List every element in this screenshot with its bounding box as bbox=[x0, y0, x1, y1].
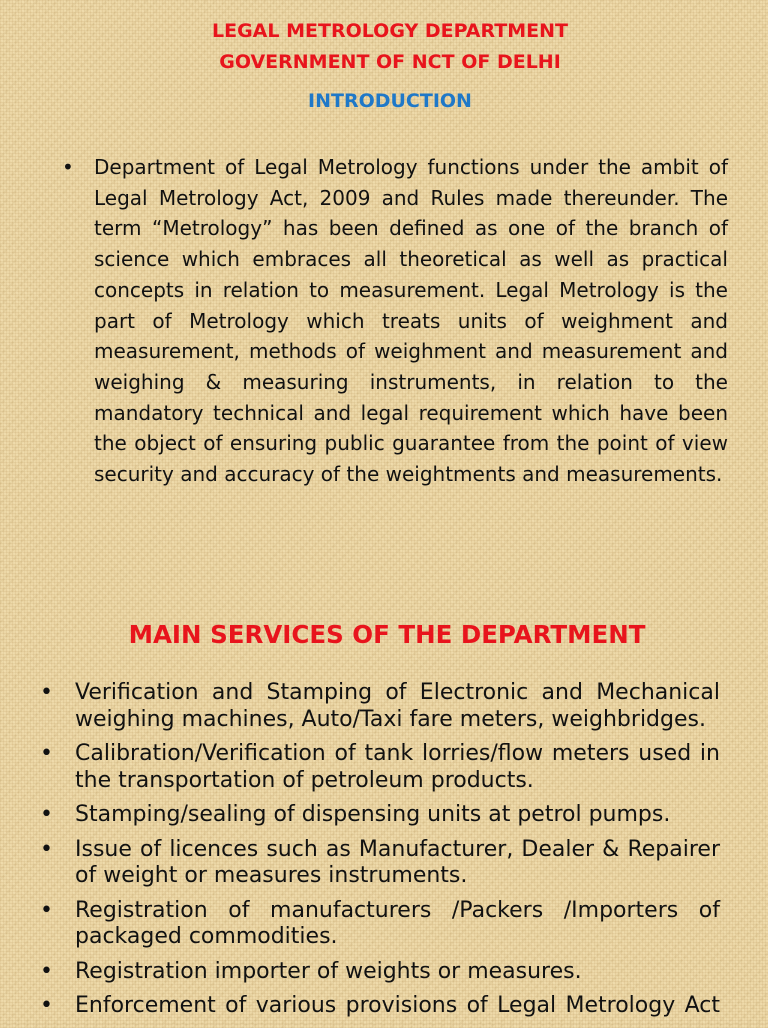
bullet-icon: • bbox=[62, 155, 74, 179]
service-text: Registration of manufacturers /Packers /Importers of packaged commodities. bbox=[75, 897, 720, 949]
government-title: GOVERNMENT OF NCT OF DELHI bbox=[219, 51, 561, 73]
bullet-icon: • bbox=[40, 958, 53, 984]
bullet-icon: • bbox=[40, 741, 53, 766]
list-item bbox=[40, 680, 720, 733]
list-item bbox=[40, 959, 720, 986]
service-text: Enforcement of various provisions of Legal Metrology Act bbox=[75, 993, 720, 1018]
list-item bbox=[40, 802, 720, 829]
introduction-heading: INTRODUCTION bbox=[308, 90, 472, 112]
bullet-icon: • bbox=[40, 802, 53, 827]
service-text: Verification and Stamping of Electronic and Mechanical weighing machines, Auto/Taxi fare meters, weighbridges. bbox=[75, 680, 720, 732]
services-heading: MAIN SERVICES OF THE DEPARTMENT bbox=[128, 620, 646, 649]
bullet-icon: • bbox=[40, 993, 53, 1018]
bullet-icon: • bbox=[40, 680, 53, 705]
list-item bbox=[40, 741, 720, 794]
service-text: Registration importer of weights or measures. bbox=[75, 958, 582, 984]
list-item bbox=[40, 993, 720, 1020]
introduction-paragraph: Department of Legal Metrology functions under the ambit of Legal Metrology Act, 2009 and Rules made thereunder. The term “Metrology” has been defined as one of the branch of science which embraces all theoretical as well as practical concepts in relation to measurement. Legal Metrology is the part of Metrology which treats units of weighment and measurement, methods of weighment and measurement and weighing & measuring instruments, in relation to the mandatory technical and legal requirement which have been the object of ensuring public guarantee from the point of view security and accuracy of the weightments and measurements. bbox=[94, 155, 728, 487]
bullet-icon: • bbox=[40, 897, 53, 923]
bullet-icon: • bbox=[40, 836, 53, 862]
service-text: Calibration/Verification of tank lorries/flow meters used in the transportation of petroleum products. bbox=[75, 741, 720, 793]
service-text: Issue of licences such as Manufacturer, Dealer & Repairer of weight or measures instruments. bbox=[75, 836, 720, 888]
introduction-section bbox=[62, 152, 728, 490]
services-list bbox=[40, 680, 720, 1028]
list-item bbox=[40, 898, 720, 951]
department-title: LEGAL METROLOGY DEPARTMENT bbox=[212, 20, 568, 42]
list-item bbox=[40, 837, 720, 890]
service-text: Stamping/sealing of dispensing units at petrol pumps. bbox=[75, 802, 671, 827]
